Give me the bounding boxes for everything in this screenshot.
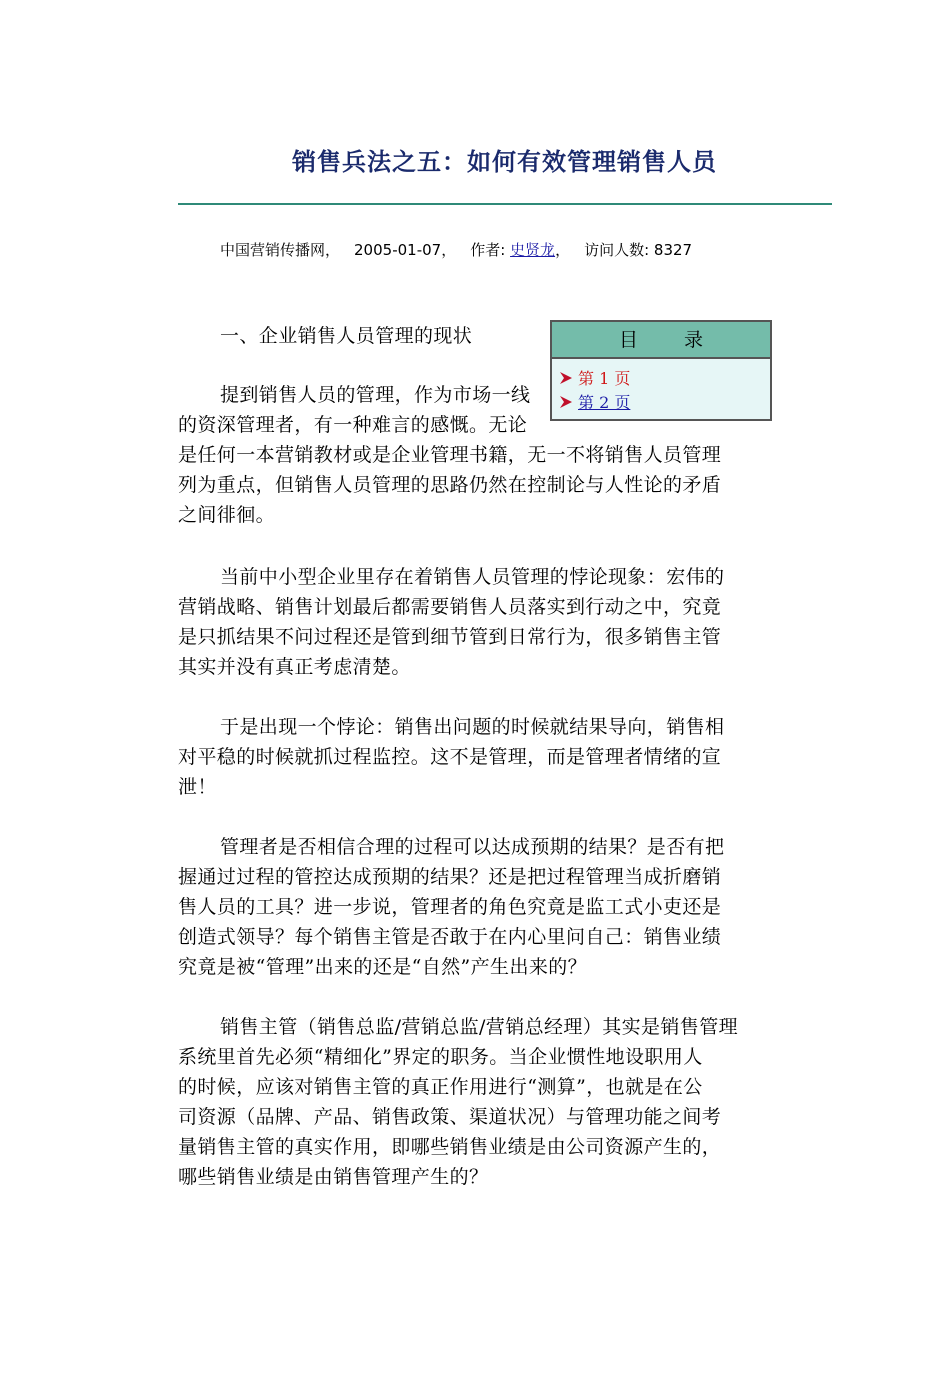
paragraph-1-line: 的资深管理者，有一种难言的感慨。无论 <box>178 414 528 436</box>
paragraph-4-line: 售人员的工具？进一步说，管理者的角色究竟是监工式小吏还是 <box>178 896 722 918</box>
paragraph-5-line: 销售主管（销售总监/营销总监/营销总经理）其实是销售管理 <box>220 1016 739 1038</box>
paragraph-4-line: 管理者是否相信合理的过程可以达成预期的结果？是否有把 <box>220 836 725 858</box>
paragraph-2-line: 其实并没有真正考虑清楚。 <box>178 656 411 678</box>
author-link[interactable]: 史贤龙 <box>510 241 556 259</box>
paragraph-1-line: 列为重点，但销售人员管理的思路仍然在控制论与人性论的矛盾 <box>178 474 722 496</box>
meta-author-label: 作者: <box>470 241 506 259</box>
meta-source: 中国营销传播网， <box>220 241 341 259</box>
paragraph-5 <box>178 1012 738 1192</box>
paragraph-3-line: 泄！ <box>178 776 217 798</box>
section-heading: 一、企业销售人员管理的现状 <box>220 325 473 347</box>
paragraph-1-line: 是任何一本营销教材或是企业管理书籍，无一不将销售人员管理 <box>178 444 722 466</box>
paragraph-1 <box>178 380 721 530</box>
paragraph-3 <box>178 712 724 802</box>
meta-date: 2005-01-07， <box>354 241 457 259</box>
paragraph-3-line: 对平稳的时候就抓过程监控。这不是管理，而是管理者情绪的宣 <box>178 746 722 768</box>
paragraph-1-line: 提到销售人员的管理，作为市场一线 <box>220 384 531 406</box>
paragraph-5-line: 系统里首先必须“精细化”界定的职务。当企业惯性地设职用人 <box>178 1046 703 1068</box>
toc-page-2-link[interactable]: 第 2 页 <box>578 393 631 412</box>
paragraph-5-line: 量销售主管的真实作用，即哪些销售业绩是由公司资源产生的， <box>178 1136 722 1158</box>
paragraph-4-line: 创造式领导？每个销售主管是否敢于在内心里问自己：销售业绩 <box>178 926 722 948</box>
paragraph-1-line: 之间徘徊。 <box>178 504 276 526</box>
paragraph-5-line: 的时候，应该对销售主管的真正作用进行“测算”，也就是在公 <box>178 1076 703 1098</box>
article-title: 销售兵法之五：如何有效管理销售人员 <box>292 148 717 176</box>
paragraph-3-line: 于是出现一个悖论：销售出问题的时候就结果导向，销售相 <box>220 716 725 738</box>
paragraph-4-line: 握通过过程的管控达成预期的结果？还是把过程管理当成折磨销 <box>178 866 722 888</box>
meta-author-suffix: ， <box>555 241 571 259</box>
paragraph-5-line: 哪些销售业绩是由销售管理产生的？ <box>178 1166 489 1188</box>
meta-visits: 访问人数: 8327 <box>584 241 693 259</box>
title-divider <box>178 203 832 205</box>
toc-current-page-label: 第 1 页 <box>578 369 631 388</box>
paragraph-5-line: 司资源（品牌、产品、销售政策、渠道状况）与管理功能之间考 <box>178 1106 722 1128</box>
article-meta <box>220 239 692 261</box>
paragraph-2 <box>178 562 724 682</box>
paragraph-2-line: 是只抓结果不问过程还是管到细节管到日常行为，很多销售主管 <box>178 626 722 648</box>
paragraph-4 <box>178 832 724 982</box>
paragraph-2-line: 当前中小型企业里存在着销售人员管理的悖论现象：宏伟的 <box>220 566 725 588</box>
paragraph-2-line: 营销战略、销售计划最后都需要销售人员落实到行动之中，究竟 <box>178 596 722 618</box>
paragraph-4-line: 究竟是被“管理”出来的还是“自然”产生出来的？ <box>178 956 588 978</box>
toc-header: 目 录 <box>552 322 770 359</box>
